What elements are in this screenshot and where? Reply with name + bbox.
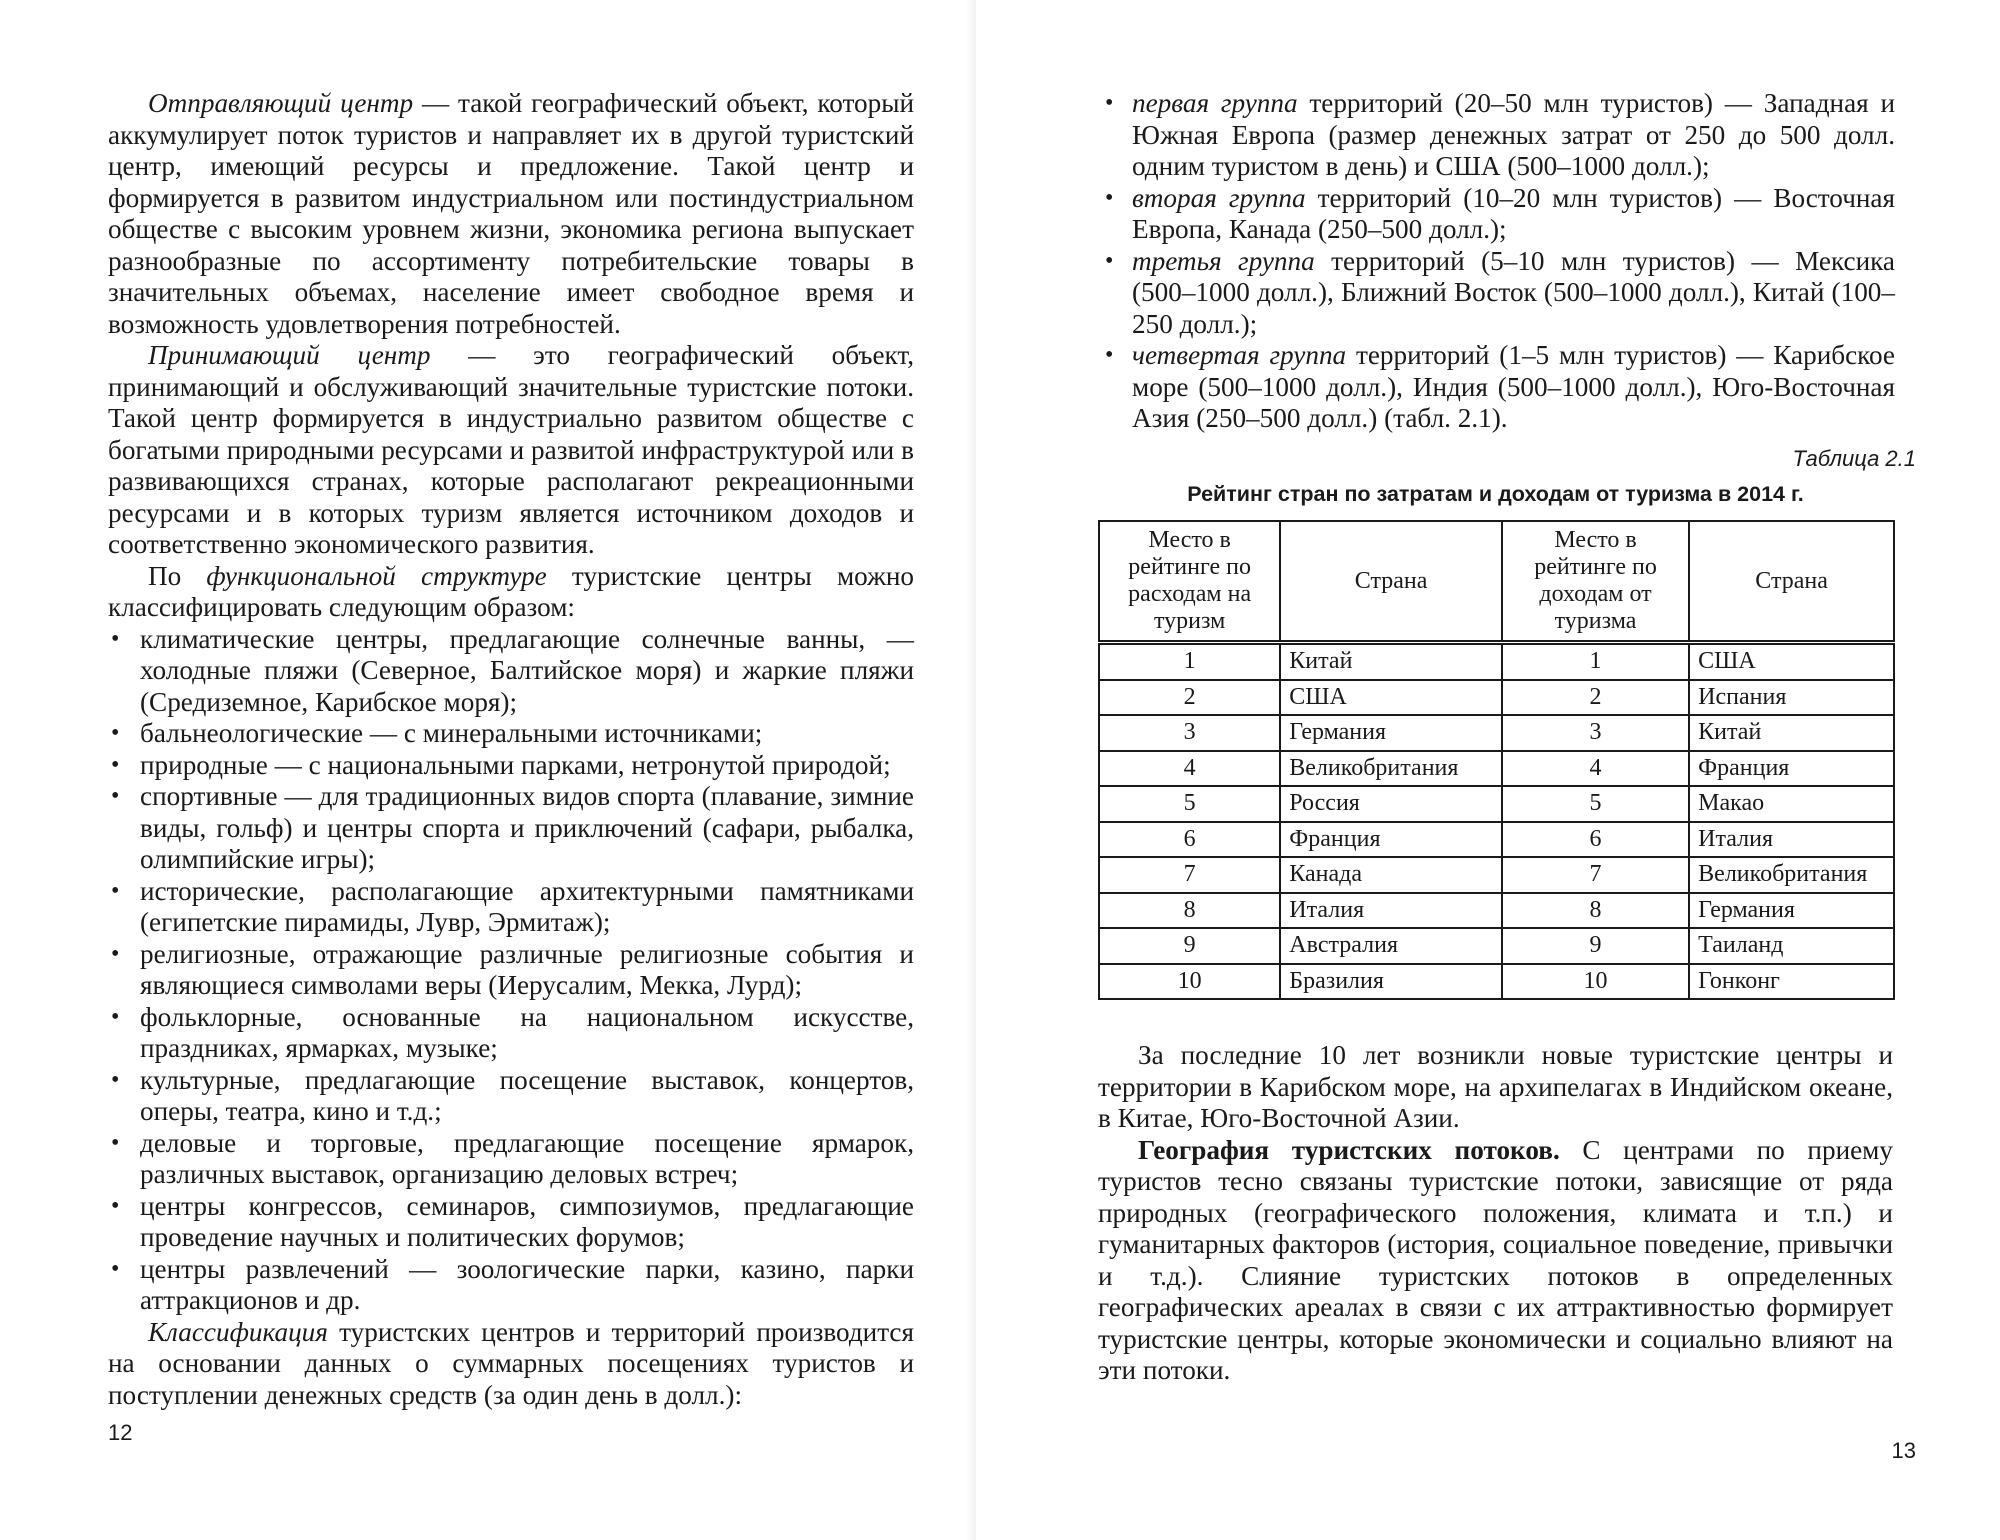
list-item: • деловые и торговые, предлагающие посещение ярмарок, различных выставок, организацию деловых встреч; [108, 1128, 914, 1191]
rating-table [1098, 520, 1895, 1000]
header-country: Страна [1689, 521, 1894, 643]
term-functional-structure: функциональной структуре [206, 560, 547, 591]
list-item: • религиозные, отражающие различные религиозные события и являющиеся символами веры (Иерусалим, Мекка, Лурд); [108, 939, 914, 1002]
list-item: • спортивные — для традиционных видов спорта (плавание, зимние виды, гольф) и центры спорта и приключений (сафари, рыбалка, олимпийские игры); [108, 781, 914, 876]
table-row: 8 Италия 8 Германия [1099, 893, 1894, 929]
table-row: 9 Австралия 9 Таиланд [1099, 928, 1894, 964]
table-header-row [1099, 521, 1894, 643]
table-row: 4 Великобритания 4 Франция [1099, 751, 1894, 787]
heading-tourist-flows: География туристских потоков. [1138, 1134, 1560, 1165]
header-country: Страна [1280, 521, 1502, 643]
header-income-rank: Место в рейтинге по доходам от туризма [1502, 521, 1689, 643]
paragraph-classification: Классификация туристских центров и территорий производится на основании данных о суммарных посещениях туристов и поступлении денежных средств (за один день в долл.): [108, 1316, 914, 1410]
term-classification: Классификация [148, 1316, 328, 1347]
list-item: • центры конгрессов, семинаров, симпозиумов, предлагающие проведение научных и политических форумов; [108, 1191, 914, 1254]
center-types-list [108, 624, 914, 1317]
right-page [976, 0, 2000, 1540]
territory-groups-list [1102, 88, 1895, 435]
table-row: 5 Россия 5 Макао [1099, 786, 1894, 822]
list-item: • бальнеологические — с минеральными источниками; [108, 718, 914, 750]
list-item: • исторические, располагающие архитектурными памятниками (египетские пирамиды, Лувр, Эрмитаж); [108, 876, 914, 939]
table-row: 1 Китай 1 США [1099, 643, 1894, 680]
term-sending-center: Отправляющий центр [148, 88, 414, 118]
list-item: • третья группа территорий (5–10 млн туристов) — Мексика (500–1000 долл.), Ближний Восток (500–1000 долл.), Китай (100–250 долл.); [1102, 246, 1895, 341]
list-item: • фольклорные, основанные на национальном искусстве, праздниках, ярмарках, музыке; [108, 1002, 914, 1065]
paragraph-new-centers: За последние 10 лет возникли новые туристские центры и территории в Карибском море, на архипелагах в Индийском океане, в Китае, Юго-Восточной Азии. [1098, 1040, 1893, 1133]
table-row: 10 Бразилия 10 Гонконг [1099, 964, 1894, 1000]
table-title: Рейтинг стран по затратам и доходам от туризма в 2014 г. [1187, 482, 1804, 506]
term-receiving-center: Принимающий центр [148, 340, 431, 370]
list-item: • вторая группа территорий (10–20 млн туристов) — Восточная Европа, Канада (250–500 долл.); [1102, 183, 1895, 246]
list-item: • климатические центры, предлагающие солнечные ванны, — холодные пляжи (Северное, Балтийское моря) и жаркие пляжи (Средиземное, Карибское моря); [108, 624, 914, 719]
page-number-right: 13 [1891, 1438, 1916, 1463]
list-item: • культурные, предлагающие посещение выставок, концертов, оперы, театра, кино и т.д.; [108, 1065, 914, 1128]
list-item: • центры развлечений — зоологические парки, казино, парки аттракционов и др. [108, 1254, 914, 1317]
paragraph-receiving-center: Принимающий центр — это географический объект, принимающий и обслуживающий значительные туристские потоки. Такой центр формируется в индустриально развитом обществе с богатыми природными ресурсами и развитой инфраструктурой или в развивающихся странах, которые располагают рекреационными ресурсами и в которых туризм является источником доходов и соответственно экономического развития. [108, 340, 914, 559]
table-row: 7 Канада 7 Великобритания [1099, 857, 1894, 893]
paragraph-functional-structure: По функциональной структуре туристские центры можно классифицировать следующим образом: [108, 560, 914, 622]
header-spending-rank: Место в рейтинге по расходам на туризм [1099, 521, 1280, 643]
table-row: 2 США 2 Испания [1099, 680, 1894, 716]
left-page [0, 0, 976, 1540]
right-text-column-top [1102, 88, 1895, 435]
right-text-column-bottom [1098, 1040, 1893, 1387]
paragraph-tourist-flows: География туристских потоков. С центрами по приему туристов тесно связаны туристские потоки, зависящие от ряда природных (географического положения, климата и т.п.) и гуманитарных факторов (история, социальное поведение, привычки и т.д.). Слияние туристских потоков в определенных географических ареалах в связи с их аттрактивностью формирует туристские центры, которые экономически и социально влияют на эти потоки. [1098, 1134, 1893, 1385]
table-caption: Таблица 2.1 [1792, 446, 1916, 471]
list-item: • первая группа территорий (20–50 млн туристов) — Западная и Южная Европа (размер денежных затрат от 250 до 500 долл. одним туристом в день) и США (500–1000 долл.); [1102, 88, 1895, 183]
list-item: • четвертая группа территорий (1–5 млн туристов) — Карибское море (500–1000 долл.), Индия (500–1000 долл.), Юго-Восточная Азия (250–500 долл.) (табл. 2.1). [1102, 340, 1895, 435]
left-text-column [108, 88, 914, 1411]
page-number-left: 12 [108, 1420, 133, 1445]
paragraph-sending-center: Отправляющий центр — такой географический объект, который аккумулирует поток туристов и направляет их в другой туристский центр, имеющий ресурсы и предложение. Такой центр и формируется в развитом индустриальном или постиндустриальном обществе с высоким уровнем жизни, экономика региона выпускает разнообразные по ассортименту потребительские товары в значительных объемах, население имеет свободное время и возможность удовлетворения потребностей. [108, 88, 915, 339]
list-item: • природные — с национальными парками, нетронутой природой; [108, 750, 914, 782]
table-row: 6 Франция 6 Италия [1099, 822, 1894, 858]
table-row: 3 Германия 3 Китай [1099, 715, 1894, 751]
